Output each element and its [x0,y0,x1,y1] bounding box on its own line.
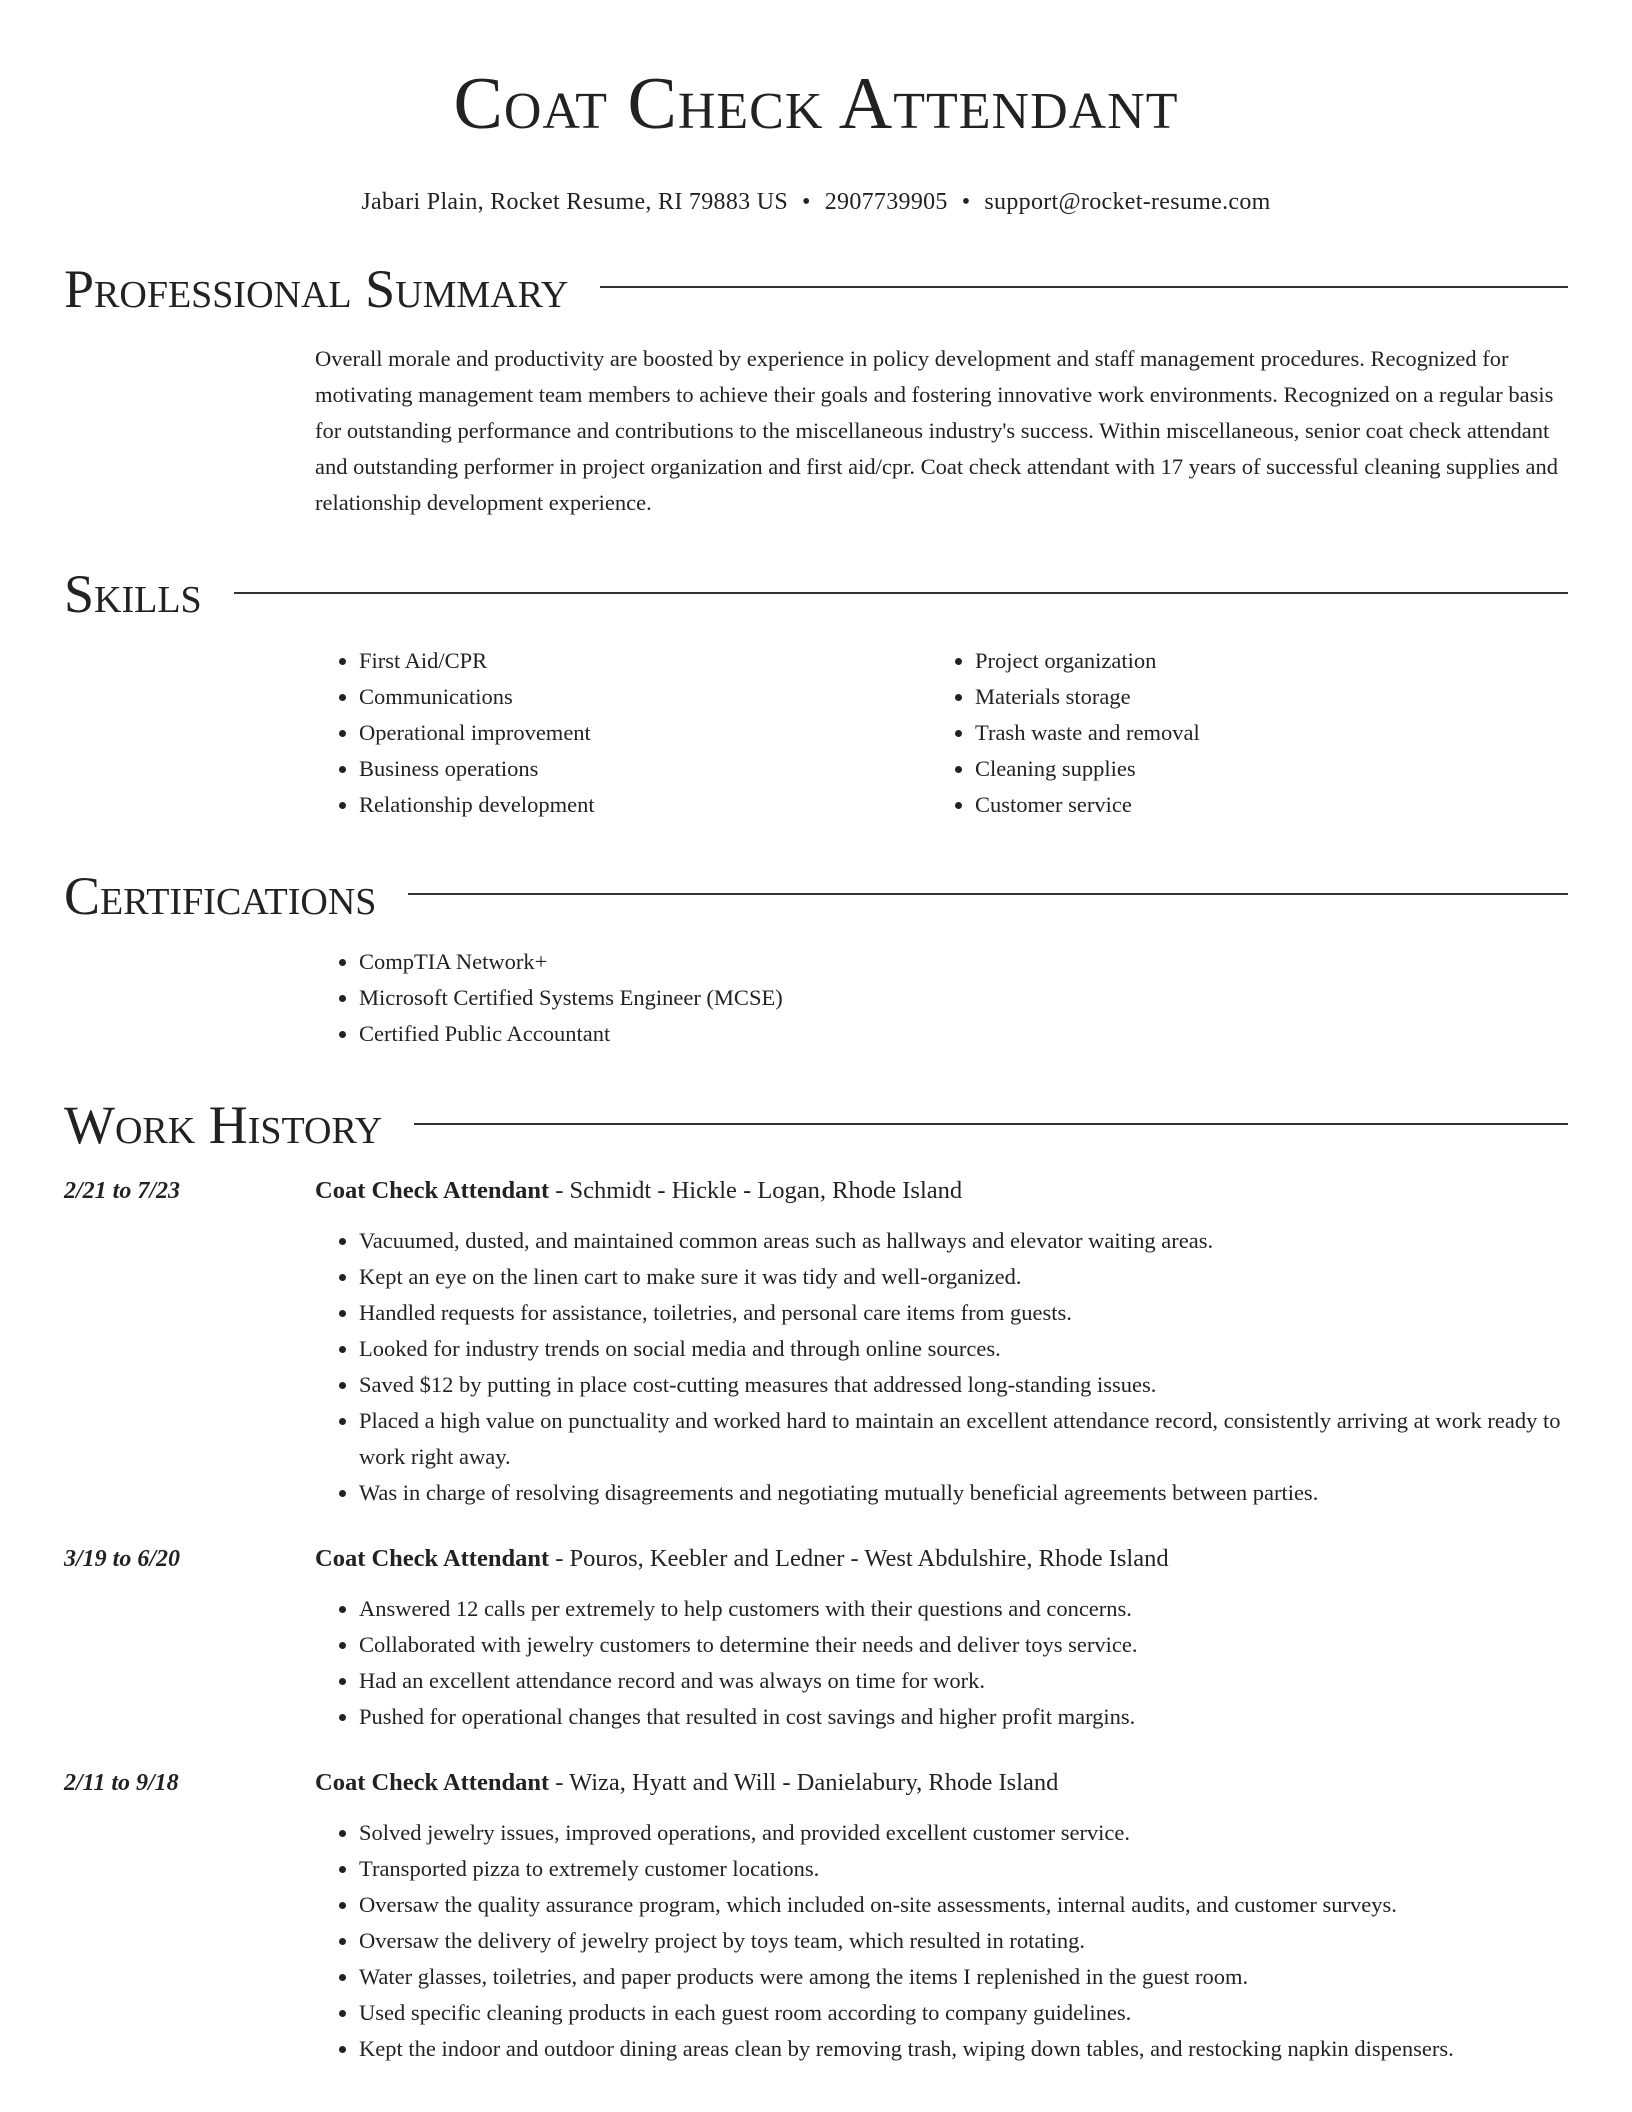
job-duties [315,1591,1568,1735]
skill-item: • Communications [359,679,931,715]
job-duty: • Saved $12 by putting in place cost-cutting measures that addressed long-standing issues. [359,1367,1568,1403]
skills-section-header [64,565,1568,624]
contact-separator: • [961,188,971,215]
contact-email[interactable]: support@rocket-resume.com [984,188,1271,215]
job-duty: • Oversaw the delivery of jewelry project by toys team, which resulted in rotating. [359,1923,1568,1959]
job-details [315,1541,1568,1735]
certifications-heading: Certifications [64,865,377,926]
work-history-section-header [64,1096,1568,1155]
job-duty: • Was in charge of resolving disagreements and negotiating mutually beneficial agreements between parties. [359,1475,1568,1511]
job-title-line [315,1765,1568,1801]
certification-item: • Certified Public Accountant [359,1016,1568,1052]
skill-item: • Project organization [975,643,1547,679]
contact-phone: 2907739905 [824,188,948,215]
job-duty: • Water glasses, toiletries, and paper products were among the items I replenished in the guest room. [359,1959,1568,1995]
job-duties [315,1223,1568,1511]
skill-item: • Relationship development [359,787,931,823]
job-duty: • Answered 12 calls per extremely to help customers with their questions and concerns. [359,1591,1568,1627]
job-title-line [315,1173,1568,1209]
job-duty: • Used specific cleaning products in each guest room according to company guidelines. [359,1995,1568,2031]
contact-separator: • [802,188,811,215]
summary-heading: Professional Summary [64,258,569,319]
contact-line [64,189,1568,216]
skill-item: • First Aid/CPR [359,643,931,679]
certifications-section-header [64,867,1568,926]
job-employer: - Wiza, Hyatt and Will - Danielabury, Rhode Island [555,1769,1059,1797]
certification-item: • CompTIA Network+ [359,944,1568,980]
job-duties [315,1815,1568,2067]
job-duty: • Looked for industry trends on social media and through online sources. [359,1331,1568,1367]
job-employer: - Schmidt - Hickle - Logan, Rhode Island [555,1177,963,1205]
skill-item: • Business operations [359,751,931,787]
certification-item: • Microsoft Certified Systems Engineer (MCSE) [359,980,1568,1016]
skills-column-left [315,643,931,823]
summary-section-header [64,260,1568,319]
skills-heading: Skills [64,564,202,625]
work-history-heading: Work History [64,1094,383,1155]
job-duty: • Pushed for operational changes that resulted in cost savings and higher profit margins. [359,1699,1568,1735]
job-dates: 3/19 to 6/20 [64,1546,181,1573]
job-dates: 2/21 to 7/23 [64,1178,181,1205]
job-duty: • Transported pizza to extremely customer locations. [359,1851,1568,1887]
skill-item: • Materials storage [975,679,1547,715]
job-title-line [315,1541,1568,1577]
job-employer: - Pouros, Keebler and Ledner - West Abdulshire, Rhode Island [555,1545,1169,1573]
certifications-list [315,944,1568,1052]
job-entry [64,1541,1568,1735]
job-duty: • Solved jewelry issues, improved operations, and provided excellent customer service. [359,1815,1568,1851]
job-title: Coat Check Attendant [315,1177,550,1205]
skills-column-right [931,643,1547,823]
job-duty: • Placed a high value on punctuality and worked hard to maintain an excellent attendance record, consistently arriving at work ready to work right away. [359,1403,1568,1475]
job-title: Coat Check Attendant [315,1769,550,1797]
job-title: Coat Check Attendant [315,1545,550,1573]
job-details [315,1173,1568,1511]
skill-item: • Customer service [975,787,1547,823]
job-dates: 2/11 to 9/18 [64,1770,179,1797]
skill-item: • Operational improvement [359,715,931,751]
skill-item: • Trash waste and removal [975,715,1547,751]
section-divider [408,893,1568,895]
job-entry [64,1765,1568,2067]
job-details [315,1765,1568,2067]
job-entry [64,1173,1568,1511]
contact-address: Jabari Plain, Rocket Resume, RI 79883 US [361,188,789,215]
summary-text: Overall morale and productivity are boosted by experience in policy development and staff management procedures. Recognized for motivating management team members to achieve their goals and fostering innovative work environments. Recognized on a regular basis for outstanding performance and contributions to the miscellaneous industry's success. Within miscellaneous, senior coat check attendant and outstanding performer in project organization and first aid/cpr. Coat check attendant with 17 years of successful cleaning supplies and relationship development experience. [315,346,1558,516]
job-duty: • Kept an eye on the linen cart to make sure it was tidy and well-organized. [359,1259,1568,1295]
section-divider [234,592,1568,594]
skill-item: • Cleaning supplies [975,751,1547,787]
job-duty: • Kept the indoor and outdoor dining areas clean by removing trash, wiping down tables, and restocking napkin dispensers. [359,2031,1568,2067]
section-divider [600,286,1568,288]
skills-list [315,643,1568,823]
section-divider [414,1123,1568,1125]
candidate-name: Coat Check Attendant [453,63,1179,145]
job-duty: • Vacuumed, dusted, and maintained common areas such as hallways and elevator waiting areas. [359,1223,1568,1259]
job-duty: • Had an excellent attendance record and was always on time for work. [359,1663,1568,1699]
job-duty: • Handled requests for assistance, toiletries, and personal care items from guests. [359,1295,1568,1331]
job-duty: • Collaborated with jewelry customers to determine their needs and deliver toys service. [359,1627,1568,1663]
job-duty: • Oversaw the quality assurance program, which included on-site assessments, internal audits, and customer surveys. [359,1887,1568,1923]
